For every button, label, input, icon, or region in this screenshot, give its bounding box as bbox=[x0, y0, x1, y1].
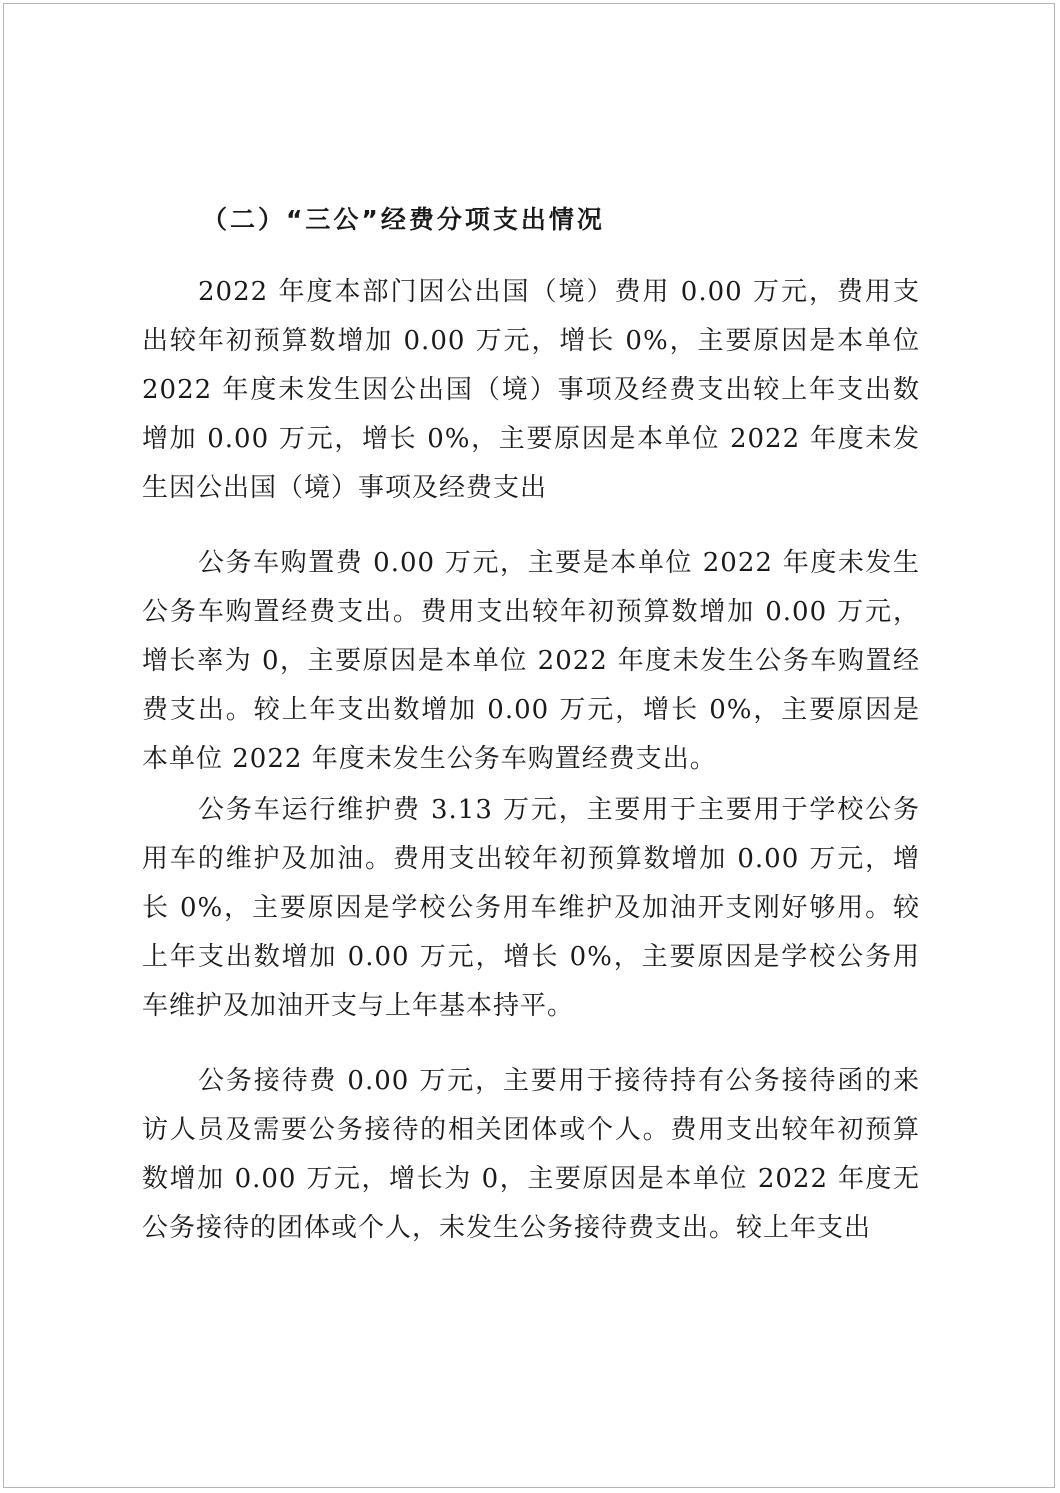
paragraph-overseas-travel: 2022 年度本部门因公出国（境）费用 0.00 万元，费用支出较年初预算数增加 0.00 万元，增长 0%，主要原因是本单位 2022 年度未发生因公出国（境）事项及经费支出较上年支出数增加 0.00 万元，增长 0%，主要原因是本单位 2022 年度未发生因公出国（境）事项及经费支出 bbox=[142, 277, 920, 503]
paragraph-official-reception: 公务接待费 0.00 万元，主要用于接待持有公务接待函的来访人员及需要公务接待的相关团体或个人。费用支出较年初预算数增加 0.00 万元，增长为 0，主要原因是本单位 2022 年度无公务接待的团体或个人，未发生公务接待费支出。较上年支出 bbox=[142, 1066, 920, 1243]
paragraph-vehicle-purchase: 公务车购置费 0.00 万元，主要是本单位 2022 年度未发生公务车购置经费支出。费用支出较年初预算数增加 0.00 万元，增长率为 0，主要原因是本单位 2022 年度未发生公务车购置经费支出。较上年支出数增加 0.00 万元，增长 0%，主要原因是本单位 2022 年度未发生公务车购置经费支出。 bbox=[142, 548, 920, 774]
paragraph-vehicle-maintenance: 公务车运行维护费 3.13 万元，主要用于主要用于学校公务用车的维护及加油。费用支出较年初预算数增加 0.00 万元，增长 0%，主要原因是学校公务用车维护及加油开支刚好够用。较上年支出数增加 0.00 万元，增长 0%，主要原因是学校公务用车维护及加油开支与上年基本持平。 bbox=[142, 795, 920, 1021]
section-heading: （二）“三公”经费分项支出情况 bbox=[202, 205, 605, 234]
document-body bbox=[142, 198, 920, 1253]
